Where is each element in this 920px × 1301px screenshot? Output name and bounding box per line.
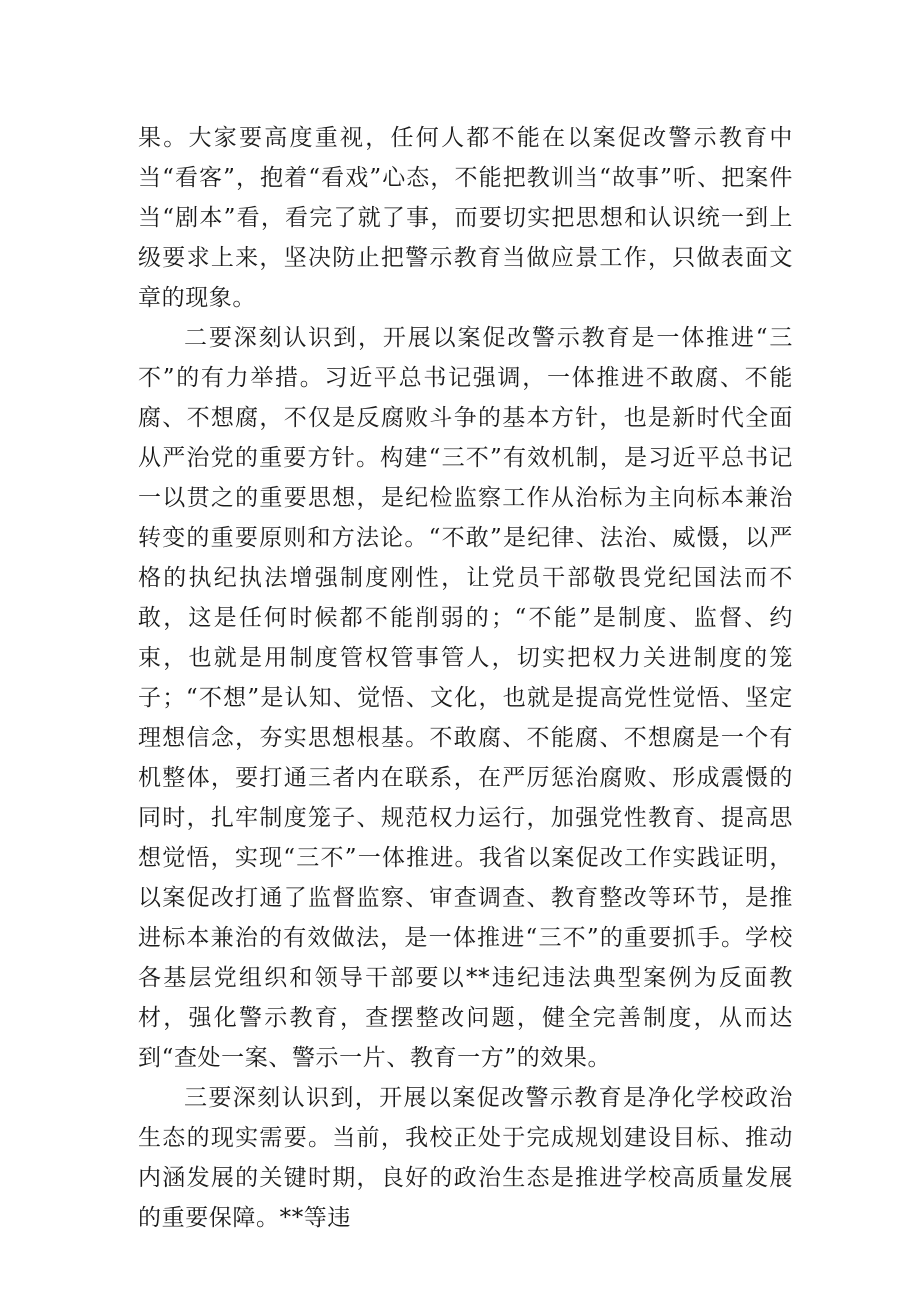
document-body (138, 118, 793, 1238)
paragraph-continued: 果。大家要高度重视，任何人都不能在以案促改警示教育中当“看客”，抱着“看戏”心态，不能把教训当“故事”听、把案件当“剧本”看，看完了就了事，而要切实把思想和认识统一到上级要求上来，坚决防止把警示教育当做应景工作，只做表面文章的现象。 (138, 125, 793, 311)
paragraph-third-point: 三要深刻认识到，开展以案促改警示教育是净化学校政治生态的现实需要。当前，我校正处于完成规划建设目标、推动内涵发展的关键时期，良好的政治生态是推进学校高质量发展的重要保障。**等违 (138, 1085, 793, 1231)
paragraph-second-point: 二要深刻认识到，开展以案促改警示教育是一体推进“三不”的有力举措。习近平总书记强调，一体推进不敢腐、不能腐、不想腐，不仅是反腐败斗争的基本方针，也是新时代全面从严治党的重要方针。构建“三不”有效机制，是习近平总书记一以贯之的重要思想，是纪检监察工作从治标为主向标本兼治转变的重要原则和方法论。“不敢”是纪律、法治、威慑，以严格的执纪执法增强制度刚性，让党员干部敬畏党纪国法而不敢，这是任何时候都不能削弱的；“不能”是制度、监督、约束，也就是用制度管权管事管人，切实把权力关进制度的笼子；“不想”是认知、觉悟、文化，也就是提高党性觉悟、坚定理想信念，夯实思想根基。不敢腐、不能腐、不想腐是一个有机整体，要打通三者内在联系，在严厉惩治腐败、形成震慑的同时，扎牢制度笼子、规范权力运行，加强党性教育、提高思想觉悟，实现“三不”一体推进。我省以案促改工作实践证明，以案促改打通了监督监察、审查调查、教育整改等环节，是推进标本兼治的有效做法，是一体推进“三不”的重要抓手。学校各基层党组织和领导干部要以**违纪违法典型案例为反面教材，强化警示教育，查摆整改问题，健全完善制度，从而达到“查处一案、警示一片、教育一方”的效果。 (138, 325, 793, 1071)
